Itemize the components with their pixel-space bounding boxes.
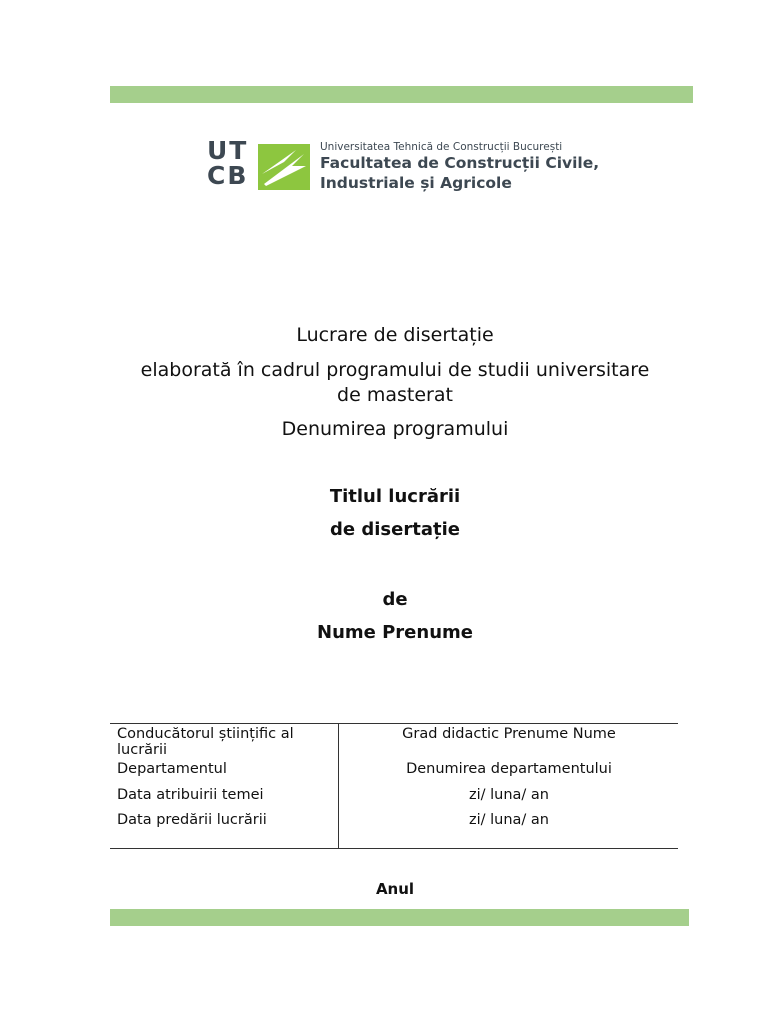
submission-date-label: Data predării lucrării: [117, 812, 267, 828]
logo-text: [320, 141, 599, 193]
author-by: de: [382, 589, 408, 610]
thesis-context-line2: de masterat: [337, 384, 453, 406]
table-divider: [338, 724, 339, 848]
logo-letters-bottom: CB: [207, 161, 249, 190]
logo-letters-top: UT: [207, 136, 249, 165]
thesis-type: Lucrare de disertație: [296, 324, 494, 346]
logo-mark-icon: [258, 144, 310, 190]
department-label: Departamentul: [117, 761, 227, 777]
year-label: Anul: [375, 880, 415, 898]
department-value: Denumirea departamentului: [406, 761, 612, 777]
thesis-title-line1: Titlul lucrării: [329, 486, 461, 507]
thesis-context-line1: elaborată în cadrul programului de studii universitare: [140, 359, 650, 381]
author-name: Nume Prenume: [317, 622, 473, 643]
submission-date-value: zi/ luna/ an: [469, 812, 549, 828]
program-name: Denumirea programului: [281, 418, 509, 440]
assignment-date-value: zi/ luna/ an: [469, 787, 549, 803]
info-table: [110, 723, 678, 849]
utcb-logo: [207, 136, 600, 198]
bottom-accent-bar: [110, 909, 689, 926]
thesis-title-line2: de disertație: [330, 519, 460, 540]
assignment-date-label: Data atribuirii temei: [117, 787, 264, 803]
supervisor-label: Conducătorul științific al lucrării: [117, 726, 294, 758]
logo-faculty-line1: Facultatea de Construcții Civile,: [320, 154, 600, 172]
logo-faculty-line2: Industriale și Agricole: [320, 174, 512, 192]
supervisor-value: Grad didactic Prenume Nume: [402, 726, 616, 742]
logo-university-name: Universitatea Tehnică de Construcții București: [320, 141, 563, 153]
top-accent-bar: [110, 86, 693, 103]
logo-letters: [207, 138, 257, 188]
